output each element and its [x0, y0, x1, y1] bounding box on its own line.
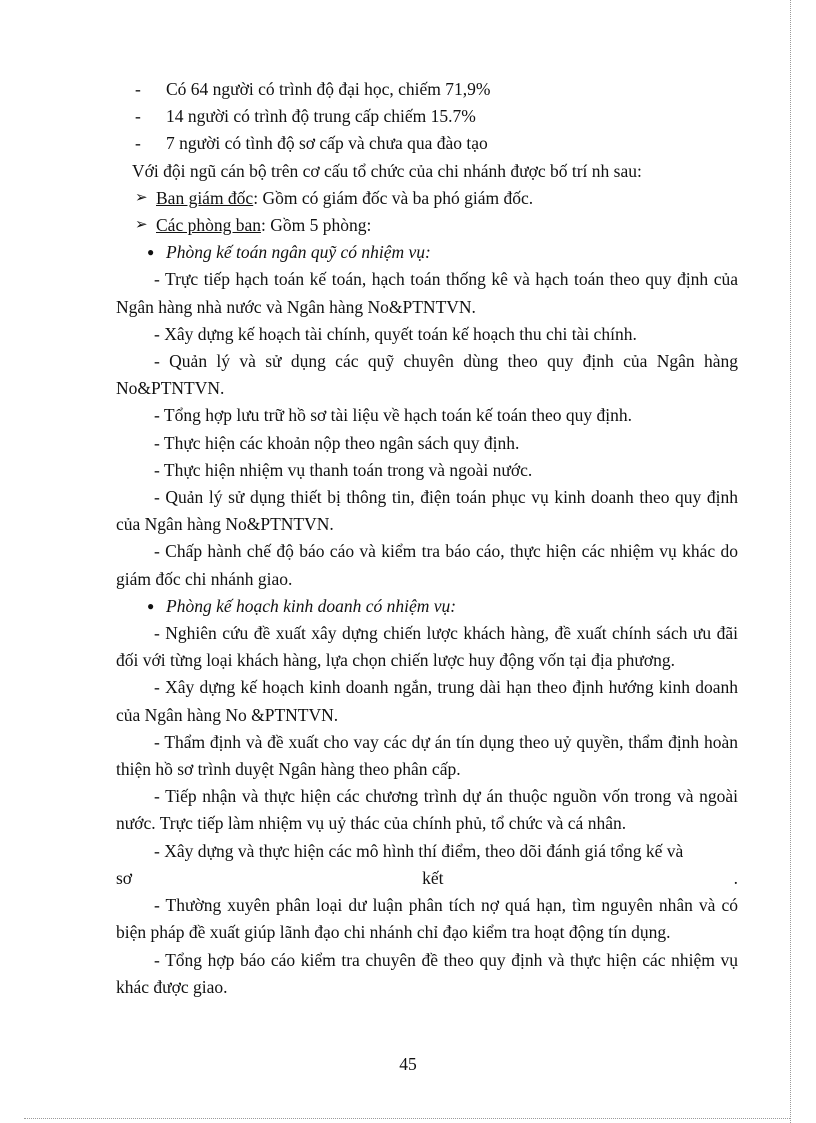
accounting-duty: - Xây dựng kế hoạch tài chính, quyết toán kế hoạch thu chi tài chính.: [154, 323, 637, 344]
planning-duty: - Thẩm định và đề xuất cho vay các dự án tín dụng theo uỷ quyền, thẩm định hoàn thiện hồ sơ trình duyệt Ngân hàng theo phân cấp.: [116, 731, 738, 780]
accounting-duty: - Thực hiện nhiệm vụ thanh toán trong và ngoài nước.: [154, 459, 533, 480]
education-item-text: 14 người có trình độ trung cấp chiếm 15.7%: [166, 106, 476, 127]
planning-pilot-duty: - Xây dựng và thực hiện các mô hình thí điểm, theo dõi đánh giá tổng kế và: [154, 840, 684, 861]
board-text: : Gồm có giám đốc và ba phó giám đốc.: [253, 187, 534, 208]
education-item-text: Có 64 người có trình độ đại học, chiếm 71,9%: [166, 79, 491, 99]
education-item-text: 7 người có tình độ sơ cấp và chưa qua đào tạo: [166, 133, 488, 154]
education-item: [116, 76, 738, 103]
page-number: 45: [399, 1054, 417, 1074]
departments-label: Các phòng ban: [156, 215, 261, 236]
accounting-heading-text: Phòng kế toán ngân quỹ có nhiệm vụ:: [166, 242, 431, 263]
board-item: [116, 185, 738, 212]
planning-duty: - Tiếp nhận và thực hiện các chương trình dự án thuộc nguồn vốn trong và ngoài nước. Trực tiếp làm nhiệm vụ uỷ thác của chính phủ, tổ chức và cá nhân.: [116, 786, 738, 834]
departments-text: : Gồm 5 phòng:: [260, 215, 372, 236]
accounting-heading: [116, 239, 738, 266]
planning-duty: - Xây dựng kế hoạch kinh doanh ngắn, trung dài hạn theo định hướng kinh doanh của Ngân hàng No &PTNTVN.: [116, 677, 738, 725]
intro-line: Với đội ngũ cán bộ trên cơ cấu tổ chức của chi nhánh được bố trí nh sau:: [132, 160, 642, 181]
accounting-duty: - Thực hiện các khoản nộp theo ngân sách quy định.: [154, 432, 520, 453]
dash-marker: -: [135, 133, 141, 154]
dash-marker: -: [135, 79, 141, 99]
planning-pilot-duty-continuation: [116, 865, 738, 892]
accounting-duty: - Quản lý sử dụng thiết bị thông tin, điện toán phục vụ kinh doanh theo quy định của Ngân hàng No&PTNTVN.: [116, 487, 738, 535]
arrow-bullet-icon: ➢: [135, 189, 148, 206]
page-border-bottom: [24, 1118, 790, 1119]
planning-duty: - Thường xuyên phân loại dư luận phân tích nợ quá hạn, tìm nguyên nhân và có biện pháp đề xuất giúp lãnh đạo chi nhánh chỉ đạo kiểm tra hoạt động tín dụng.: [116, 895, 738, 943]
planning-heading-text: Phòng kế hoạch kinh doanh có nhiệm vụ:: [166, 595, 457, 616]
planning-duty: - Nghiên cứu đề xuất xây dựng chiến lược khách hàng, đề xuất chính sách ưu đãi đối với từng loại khách hàng, lựa chọn chiến lược huy động vốn tại địa phương.: [116, 623, 738, 671]
accounting-duty: - Tổng hợp lưu trữ hồ sơ tài liệu về hạch toán kế toán theo quy định.: [154, 405, 632, 426]
accounting-duty: - Trực tiếp hạch toán kế toán, hạch toán thống kê và hạch toán theo quy định của Ngân hàng nhà nước và Ngân hàng No&PTNTVN.: [116, 269, 738, 317]
arrow-bullet-icon: ➢: [135, 217, 148, 234]
round-bullet-icon: ●: [147, 598, 155, 613]
education-item: [116, 103, 738, 130]
pilot-word: kết: [422, 867, 444, 888]
round-bullet-icon: ●: [147, 245, 155, 260]
accounting-duty: - Chấp hành chế độ báo cáo và kiểm tra báo cáo, thực hiện các nhiệm vụ khác do giám đốc chi nhánh giao.: [116, 541, 738, 589]
page-border-right: [790, 0, 791, 1123]
departments-item: [116, 212, 738, 239]
board-label: Ban giám đốc: [156, 187, 254, 208]
pilot-word: .: [733, 867, 738, 888]
planning-heading: [116, 593, 738, 620]
pilot-word: sơ: [116, 867, 133, 888]
planning-duty: - Tổng hợp báo cáo kiểm tra chuyên đề theo quy định và thực hiện các nhiệm vụ khác được giao.: [116, 949, 738, 997]
document-body: [116, 76, 738, 1001]
accounting-duty: - Quản lý và sử dụng các quỹ chuyên dùng theo quy định của Ngân hàng No&PTNTVN.: [116, 351, 738, 399]
dash-marker: -: [135, 106, 141, 127]
education-item: [116, 130, 738, 157]
